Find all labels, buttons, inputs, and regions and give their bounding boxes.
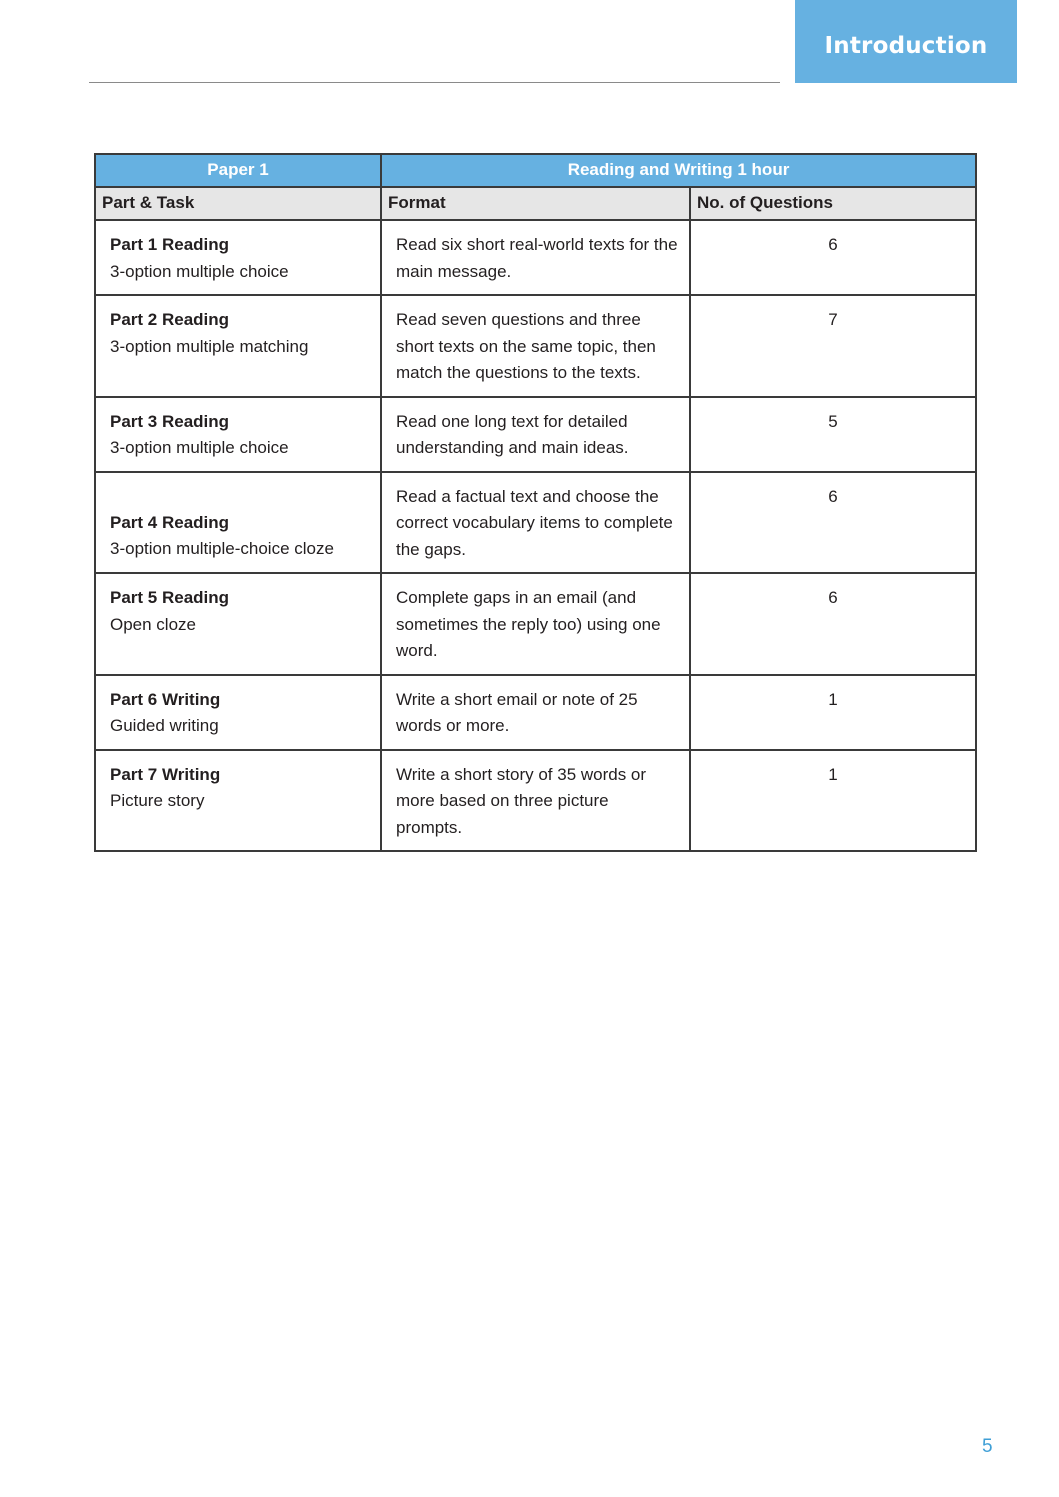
column-header-part-task: Part & Task — [95, 187, 381, 220]
paper-label: Paper 1 — [95, 154, 381, 187]
part-task-cell — [95, 472, 381, 574]
page-number: 5 — [982, 1436, 993, 1457]
paper-header-row — [95, 154, 976, 187]
column-header-questions: No. of Questions — [690, 187, 976, 220]
part-task-cell — [95, 397, 381, 472]
part-task-cell — [95, 573, 381, 675]
exam-format-table — [94, 153, 977, 852]
part-title: Part 5 Reading — [110, 588, 230, 607]
format-cell: Read a factual text and choose the correct vocabulary items to complete the gaps. — [381, 472, 690, 574]
part-task: 3-option multiple choice — [110, 261, 289, 281]
questions-cell: 1 — [690, 750, 976, 852]
part-title: Part 6 Writing — [110, 689, 221, 709]
format-cell: Read one long text for detailed understanding and main ideas. — [381, 397, 690, 472]
column-header-format: Format — [381, 187, 690, 220]
part-task: 3-option multiple matching — [110, 336, 309, 356]
part-title: Part 4 Reading — [110, 512, 230, 532]
format-cell: Write a short email or note of 25 words or more. — [381, 675, 690, 750]
part-task: 3-option multiple choice — [110, 438, 289, 457]
format-cell: Complete gaps in an email (and sometimes the reply too) using one word. — [381, 573, 690, 675]
part-task: Picture story — [110, 791, 205, 810]
table-row — [95, 675, 976, 750]
format-cell: Read six short real-world texts for the main message. — [381, 220, 690, 295]
part-task: 3-option multiple-choice cloze — [110, 539, 334, 558]
header-rule — [89, 82, 780, 83]
table-row — [95, 750, 976, 852]
part-title: Part 2 Reading — [110, 310, 230, 329]
table-row — [95, 295, 976, 397]
table-row — [95, 472, 976, 574]
questions-cell: 6 — [690, 573, 976, 675]
section-tab: Introduction — [795, 0, 1017, 83]
part-task-cell — [95, 750, 381, 852]
table-row — [95, 397, 976, 472]
part-title: Part 1 Reading — [110, 235, 230, 254]
part-task: Open cloze — [110, 614, 196, 634]
part-title: Part 7 Writing — [110, 764, 221, 784]
part-task: Guided writing — [110, 716, 219, 735]
questions-cell: 6 — [690, 220, 976, 295]
part-task-cell — [95, 675, 381, 750]
column-header-row — [95, 187, 976, 220]
part-task-cell — [95, 220, 381, 295]
questions-cell: 1 — [690, 675, 976, 750]
questions-cell: 6 — [690, 472, 976, 574]
part-task-cell — [95, 295, 381, 397]
paper-title: Reading and Writing 1 hour — [381, 154, 976, 187]
format-cell: Write a short story of 35 words or more based on three picture prompts. — [381, 750, 690, 852]
format-cell: Read seven questions and three short texts on the same topic, then match the questions to the texts. — [381, 295, 690, 397]
table-row — [95, 573, 976, 675]
part-title: Part 3 Reading — [110, 411, 230, 431]
table-row — [95, 220, 976, 295]
questions-cell: 5 — [690, 397, 976, 472]
questions-cell: 7 — [690, 295, 976, 397]
